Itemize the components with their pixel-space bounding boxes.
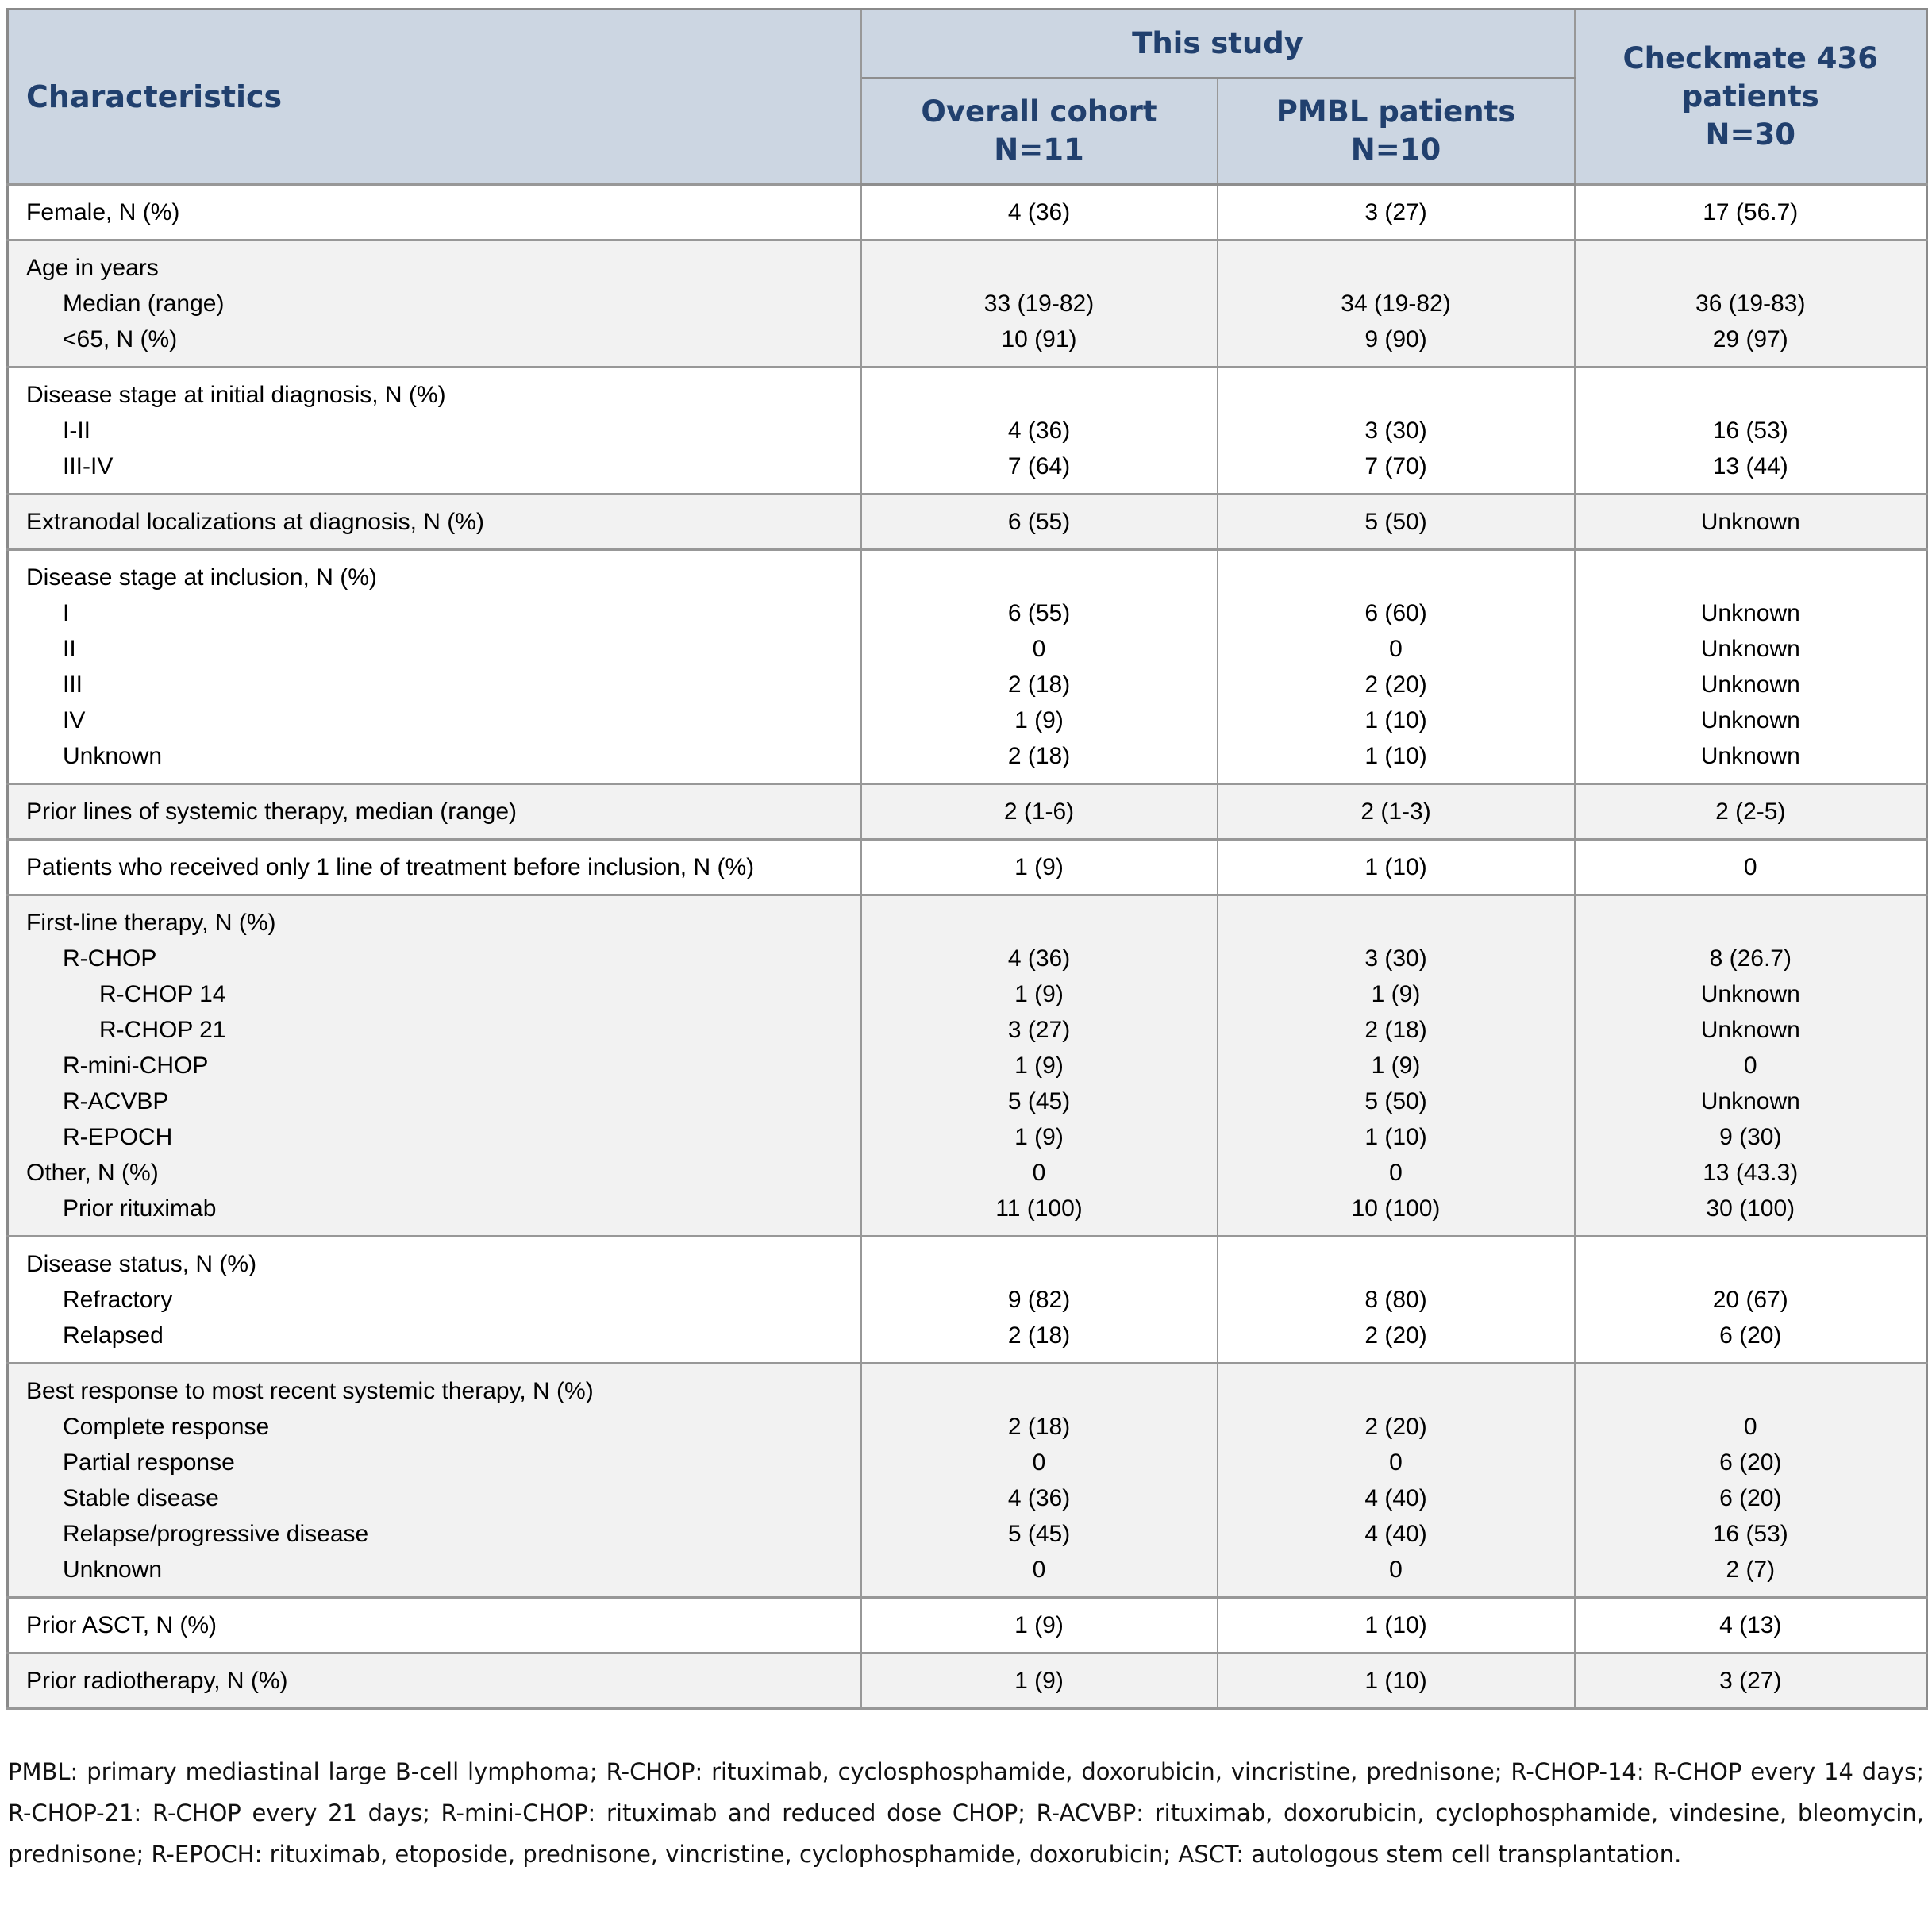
value-cell-checkmate	[1575, 784, 1927, 840]
row-label-cell	[8, 784, 861, 840]
value-cell-pmbl	[1218, 1237, 1575, 1364]
value-cell-overall	[861, 1237, 1218, 1364]
value-line: 1 (10)	[1364, 1612, 1427, 1638]
value-line: 5 (50)	[1364, 1088, 1427, 1114]
value-cell-pmbl	[1218, 185, 1575, 241]
value-cell-pmbl	[1218, 368, 1575, 495]
value-line: 6 (55)	[1007, 600, 1071, 626]
value-line: 1 (10)	[1364, 1124, 1427, 1150]
value-line: Unknown	[1700, 509, 1800, 535]
value-line	[1582, 905, 1920, 941]
value-line: 16 (53)	[1712, 418, 1788, 444]
value-line: 4 (36)	[1007, 199, 1071, 225]
label-line: Other, N (%)	[26, 1160, 159, 1186]
value-line: 0	[1032, 1160, 1046, 1186]
label-line: Relapse/progressive disease	[63, 1521, 369, 1547]
value-line: 0	[1743, 1414, 1757, 1440]
value-cell-checkmate	[1575, 241, 1927, 368]
value-line: 1 (9)	[1014, 1124, 1064, 1150]
value-cell-pmbl	[1218, 1598, 1575, 1653]
label-line: <65, N (%)	[63, 326, 178, 352]
value-line	[1225, 905, 1568, 941]
label-line: First-line therapy, N (%)	[26, 910, 276, 936]
value-line: 11 (100)	[995, 1195, 1083, 1222]
value-line: 0	[1389, 1449, 1403, 1476]
value-line: 5 (45)	[1007, 1088, 1071, 1114]
value-cell-checkmate	[1575, 895, 1927, 1237]
column-header-checkmate-436: Checkmate 436 patients N=30	[1575, 10, 1927, 185]
value-line	[868, 377, 1210, 413]
row-label-cell	[8, 1598, 861, 1653]
value-cell-overall	[861, 368, 1218, 495]
value-cell-overall	[861, 495, 1218, 550]
value-line: 2 (20)	[1364, 1414, 1427, 1440]
table-row	[8, 1237, 1927, 1364]
label-line: Unknown	[63, 743, 163, 769]
value-cell-pmbl	[1218, 784, 1575, 840]
value-line: 7 (70)	[1364, 453, 1427, 479]
value-line: 36 (19-83)	[1695, 291, 1806, 317]
value-line: 30 (100)	[1706, 1195, 1795, 1222]
table-body	[8, 185, 1927, 1709]
label-line: Disease stage at inclusion, N (%)	[26, 564, 377, 591]
value-line: 1 (9)	[1014, 1612, 1064, 1638]
value-line: 9 (30)	[1719, 1124, 1782, 1150]
value-line: 6 (20)	[1719, 1449, 1782, 1476]
row-label-cell	[8, 495, 861, 550]
value-cell-checkmate	[1575, 1653, 1927, 1709]
label-line: I-II	[63, 418, 90, 444]
value-line: 1 (9)	[1014, 707, 1064, 733]
label-line: R-CHOP 21	[99, 1017, 226, 1043]
value-line	[1225, 1373, 1568, 1409]
label-line: Refractory	[63, 1287, 173, 1313]
header-row-groups	[8, 10, 1927, 79]
table-row	[8, 895, 1927, 1237]
value-line: Unknown	[1700, 1088, 1800, 1114]
row-label-cell	[8, 1653, 861, 1709]
value-cell-pmbl	[1218, 895, 1575, 1237]
value-line: 10 (91)	[1001, 326, 1077, 352]
value-line: 1 (10)	[1364, 854, 1427, 880]
label-line: R-ACVBP	[63, 1088, 169, 1114]
row-label-cell	[8, 1364, 861, 1598]
value-line: 2 (1-3)	[1360, 799, 1431, 825]
value-cell-pmbl	[1218, 840, 1575, 895]
value-line: 3 (30)	[1364, 945, 1427, 972]
column-group-this-study: This study	[861, 10, 1575, 79]
value-line: 9 (90)	[1364, 326, 1427, 352]
value-line: 4 (40)	[1364, 1521, 1427, 1547]
value-line	[1582, 1246, 1920, 1282]
row-label-cell	[8, 550, 861, 784]
value-cell-checkmate	[1575, 1598, 1927, 1653]
value-line: 5 (45)	[1007, 1521, 1071, 1547]
value-line: 0	[1743, 854, 1757, 880]
value-line: 2 (18)	[1007, 672, 1071, 698]
value-cell-checkmate	[1575, 368, 1927, 495]
label-line: R-EPOCH	[63, 1124, 173, 1150]
value-line: Unknown	[1700, 672, 1800, 698]
label-line: III-IV	[63, 453, 114, 479]
table-row	[8, 784, 1927, 840]
value-cell-pmbl	[1218, 550, 1575, 784]
value-cell-overall	[861, 550, 1218, 784]
value-line: Unknown	[1700, 636, 1800, 662]
value-line: 4 (36)	[1007, 1485, 1071, 1511]
value-line: Unknown	[1700, 981, 1800, 1007]
label-line: Relapsed	[63, 1322, 164, 1349]
value-line: Unknown	[1700, 743, 1800, 769]
value-line: 3 (30)	[1364, 418, 1427, 444]
value-line: 29 (97)	[1712, 326, 1788, 352]
value-line: Unknown	[1700, 600, 1800, 626]
value-line: 3 (27)	[1719, 1668, 1782, 1694]
value-line: 3 (27)	[1364, 199, 1427, 225]
label-line: Disease status, N (%)	[26, 1251, 257, 1277]
value-line: 1 (9)	[1014, 1668, 1064, 1694]
value-cell-overall	[861, 895, 1218, 1237]
value-line: 2 (18)	[1007, 1414, 1071, 1440]
label-line: Partial response	[63, 1449, 235, 1476]
row-label-cell	[8, 840, 861, 895]
value-line: 2 (2-5)	[1715, 799, 1786, 825]
value-line	[1225, 560, 1568, 595]
label-line: R-CHOP	[63, 945, 157, 972]
value-line: 6 (60)	[1364, 600, 1427, 626]
label-line: Patients who received only 1 line of treatment before inclusion, N (%)	[26, 854, 755, 880]
value-line: 1 (10)	[1364, 743, 1427, 769]
value-line: 0	[1389, 1557, 1403, 1583]
value-line: 0	[1032, 636, 1046, 662]
value-line: 6 (20)	[1719, 1485, 1782, 1511]
table-row	[8, 550, 1927, 784]
row-label-cell	[8, 1237, 861, 1364]
label-line: Extranodal localizations at diagnosis, N (%)	[26, 509, 484, 535]
value-line	[1582, 250, 1920, 286]
value-cell-overall	[861, 1364, 1218, 1598]
value-line: 4 (40)	[1364, 1485, 1427, 1511]
value-line: 16 (53)	[1712, 1521, 1788, 1547]
value-line: 0	[1032, 1557, 1046, 1583]
characteristics-table	[6, 8, 1928, 1710]
value-line	[868, 1373, 1210, 1409]
value-line: 1 (9)	[1014, 1053, 1064, 1079]
value-line: 1 (10)	[1364, 1668, 1427, 1694]
label-line: Prior ASCT, N (%)	[26, 1612, 217, 1638]
value-line	[868, 250, 1210, 286]
value-line: 8 (26.7)	[1709, 945, 1792, 972]
label-line: Female, N (%)	[26, 199, 180, 225]
label-line: I	[63, 600, 70, 626]
label-line: R-mini-CHOP	[63, 1053, 209, 1079]
value-line: 0	[1032, 1449, 1046, 1476]
value-cell-overall	[861, 1653, 1218, 1709]
label-line: Prior radiotherapy, N (%)	[26, 1668, 288, 1694]
column-header-overall-cohort: Overall cohort N=11	[861, 78, 1218, 185]
value-cell-overall	[861, 1598, 1218, 1653]
value-line	[1225, 1246, 1568, 1282]
table-row	[8, 1364, 1927, 1598]
value-cell-checkmate	[1575, 495, 1927, 550]
value-cell-checkmate	[1575, 550, 1927, 784]
value-line: 2 (7)	[1726, 1557, 1776, 1583]
value-line: 8 (80)	[1364, 1287, 1427, 1313]
value-cell-overall	[861, 784, 1218, 840]
column-header-characteristics: Characteristics	[8, 10, 861, 185]
value-cell-pmbl	[1218, 495, 1575, 550]
value-line: 1 (10)	[1364, 707, 1427, 733]
value-line: 10 (100)	[1351, 1195, 1441, 1222]
value-line: 4 (13)	[1719, 1612, 1782, 1638]
value-line: 6 (55)	[1007, 509, 1071, 535]
label-line: III	[63, 672, 83, 698]
value-line	[1225, 377, 1568, 413]
column-header-pmbl-patients: PMBL patients N=10	[1218, 78, 1575, 185]
value-line: 2 (20)	[1364, 672, 1427, 698]
row-label-cell	[8, 368, 861, 495]
value-line: 13 (43.3)	[1703, 1160, 1799, 1186]
value-cell-overall	[861, 840, 1218, 895]
value-line: Unknown	[1700, 707, 1800, 733]
label-line: Disease stage at initial diagnosis, N (%)	[26, 382, 446, 408]
value-line: 2 (18)	[1007, 743, 1071, 769]
value-line	[1225, 250, 1568, 286]
value-cell-pmbl	[1218, 1653, 1575, 1709]
value-line: Unknown	[1700, 1017, 1800, 1043]
value-line: 2 (1-6)	[1003, 799, 1075, 825]
value-cell-overall	[861, 185, 1218, 241]
table-row	[8, 1653, 1927, 1709]
value-line: 0	[1743, 1053, 1757, 1079]
value-cell-pmbl	[1218, 1364, 1575, 1598]
value-line: 17 (56.7)	[1703, 199, 1799, 225]
table-header	[8, 10, 1927, 185]
value-line: 4 (36)	[1007, 418, 1071, 444]
value-line: 1 (9)	[1014, 981, 1064, 1007]
label-line: IV	[63, 707, 86, 733]
value-line	[868, 560, 1210, 595]
table-row	[8, 840, 1927, 895]
label-line: II	[63, 636, 76, 662]
row-label-cell	[8, 895, 861, 1237]
label-line: Prior lines of systemic therapy, median (range)	[26, 799, 518, 825]
value-line	[868, 905, 1210, 941]
table-row	[8, 1598, 1927, 1653]
value-line: 2 (18)	[1007, 1322, 1071, 1349]
label-line: Prior rituximab	[63, 1195, 217, 1222]
value-cell-checkmate	[1575, 1364, 1927, 1598]
value-cell-checkmate	[1575, 185, 1927, 241]
value-line: 1 (9)	[1014, 854, 1064, 880]
value-line: 13 (44)	[1712, 453, 1788, 479]
value-line	[868, 1246, 1210, 1282]
label-line: Unknown	[63, 1557, 163, 1583]
value-cell-pmbl	[1218, 241, 1575, 368]
value-line: 2 (18)	[1364, 1017, 1427, 1043]
value-line: 5 (50)	[1364, 509, 1427, 535]
value-line: 4 (36)	[1007, 945, 1071, 972]
value-cell-checkmate	[1575, 1237, 1927, 1364]
row-label-cell	[8, 185, 861, 241]
value-line: 1 (9)	[1371, 1053, 1421, 1079]
label-line: Best response to most recent systemic therapy, N (%)	[26, 1378, 594, 1404]
value-line: 2 (20)	[1364, 1322, 1427, 1349]
value-line	[1582, 560, 1920, 595]
value-line: 34 (19-82)	[1341, 291, 1451, 317]
value-line: 0	[1389, 1160, 1403, 1186]
value-line: 6 (20)	[1719, 1322, 1782, 1349]
value-line: 0	[1389, 636, 1403, 662]
row-label-cell	[8, 241, 861, 368]
value-line: 9 (82)	[1007, 1287, 1071, 1313]
value-line: 33 (19-82)	[983, 291, 1095, 317]
value-line: 3 (27)	[1007, 1017, 1071, 1043]
label-line: Median (range)	[63, 291, 225, 317]
value-line: 1 (9)	[1371, 981, 1421, 1007]
table-row	[8, 495, 1927, 550]
label-line: Age in years	[26, 255, 159, 281]
value-line: 7 (64)	[1007, 453, 1071, 479]
table-row	[8, 368, 1927, 495]
value-line	[1582, 1373, 1920, 1409]
label-line: Stable disease	[63, 1485, 219, 1511]
table-row	[8, 185, 1927, 241]
value-line: 20 (67)	[1712, 1287, 1788, 1313]
table-row	[8, 241, 1927, 368]
value-line	[1582, 377, 1920, 413]
abbreviations-footnote: PMBL: primary mediastinal large B-cell lymphoma; R-CHOP: rituximab, cyclosphosphamide, doxorubicin, vincristine, prednisone; R-CHOP-14: R-CHOP every 14 days; R-CHOP-21: R-CHOP every 21 days; R-mini-CHOP: rituximab and reduced dose CHOP; R-ACVBP: rituximab, doxorubicin, cyclophosphamide, vindesine, bleomycin, prednisone; R-EPOCH: rituximab, etoposide, prednisone, vincristine, cyclophosphamide, doxorubicin; ASCT: autologous stem cell transplantation.	[8, 1758, 1924, 1868]
label-line: Complete response	[63, 1414, 270, 1440]
label-line: R-CHOP 14	[99, 981, 226, 1007]
value-cell-checkmate	[1575, 840, 1927, 895]
value-cell-overall	[861, 241, 1218, 368]
